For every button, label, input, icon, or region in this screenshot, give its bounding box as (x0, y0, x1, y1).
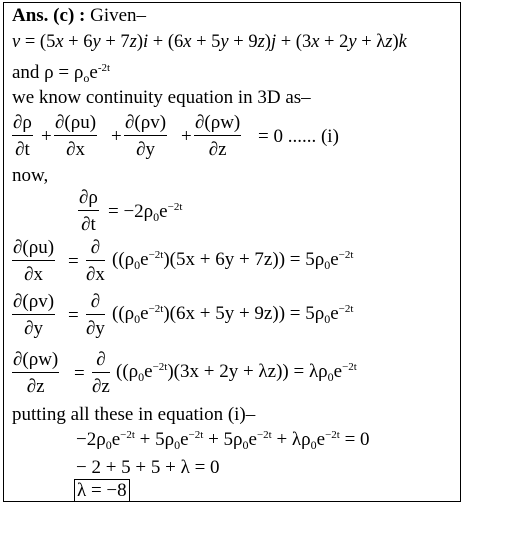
expr-sub: 0 (153, 210, 160, 224)
fraction-numerator: ∂(ρw) (194, 113, 241, 136)
density-equation (12, 62, 111, 85)
velocity-part: ) (136, 32, 144, 52)
expr-part: ((ρ (112, 303, 135, 324)
drhou-dx-expression (112, 249, 354, 272)
fraction-denominator: ∂x (66, 139, 85, 160)
expr-part: + 5ρ (203, 429, 243, 450)
continuity-term-3 (124, 113, 167, 159)
velocity-part: x (55, 32, 64, 52)
drhow-dz-fraction (12, 350, 59, 396)
drhov-dy-fraction (12, 292, 55, 338)
continuity-intro: we know continuity equation in 3D as– (12, 87, 311, 108)
expr-exp: −2t (338, 249, 354, 261)
expr-part: = 0 (339, 429, 370, 450)
velocity-part: + (6 (148, 32, 184, 52)
fraction-denominator: ∂x (24, 264, 43, 285)
plus-sign: + (181, 126, 192, 147)
expr-exp: −2t (167, 201, 183, 213)
fraction-numerator: ∂ (86, 238, 105, 261)
velocity-part: + (3 (276, 32, 312, 52)
result (74, 481, 130, 500)
velocity-equation (12, 33, 407, 52)
expr-exp: −2t (325, 429, 340, 441)
expr-sub: 0 (324, 312, 331, 326)
expr-part: = −2ρ (108, 201, 154, 222)
expr-exp: −2t (338, 303, 354, 315)
fraction-numerator: ∂ρ (78, 188, 99, 211)
velocity-part: y (92, 32, 101, 52)
drhow-dz-expression (116, 361, 357, 384)
expr-part: )(6x + 5y + 9z)) (163, 303, 286, 324)
expr-part: e (333, 361, 343, 382)
expr-sub: 0 (134, 258, 141, 272)
fraction-numerator: ∂ (92, 350, 110, 373)
now-label: now, (12, 165, 49, 186)
simplified-equation: − 2 + 5 + 5 + λ = 0 (76, 457, 220, 478)
expr-part: = 5ρ (285, 249, 325, 270)
expr-part: + 5ρ (134, 429, 175, 450)
velocity-part: z (385, 32, 393, 52)
expr-sub: 0 (105, 438, 112, 452)
expr-sub: 0 (310, 438, 317, 452)
expr-part: e (316, 429, 326, 450)
density-e: e (89, 62, 98, 83)
drho-dt-fraction (78, 188, 99, 234)
fraction-denominator: ∂t (15, 139, 30, 160)
fraction-numerator: ∂(ρv) (124, 113, 167, 136)
velocity-part: ) (264, 32, 271, 52)
equals-sign: = (74, 363, 85, 384)
expr-part: )(5x + 6y + 7z)) (163, 249, 286, 270)
fraction-denominator: ∂x (86, 264, 105, 285)
expr-exp: −2t (152, 361, 168, 373)
velocity-part: + 7 (100, 32, 130, 52)
drhou-dx-fraction (12, 238, 55, 284)
fraction-numerator: ∂(ρu) (12, 238, 55, 261)
answer-label: Ans. (c) : (12, 5, 86, 26)
expr-sub: 0 (174, 438, 181, 452)
velocity-part: = (5 (20, 32, 56, 52)
fraction-denominator: ∂y (24, 318, 43, 339)
expr-part: + λρ (271, 429, 311, 450)
expr-exp: −2t (342, 361, 357, 373)
fraction-denominator: ∂z (208, 139, 227, 160)
expr-part: e (144, 361, 153, 382)
continuity-term-4 (194, 113, 241, 159)
equals-sign: = (68, 305, 79, 326)
plus-sign: + (41, 126, 52, 147)
result-box: λ = −8 (74, 479, 130, 502)
putting-text: putting all these in equation (i)– (12, 404, 256, 425)
expr-exp: −2t (188, 429, 204, 441)
expr-part: e (180, 429, 189, 450)
expr-part: e (330, 303, 339, 324)
fraction-numerator: ∂(ρw) (12, 350, 59, 373)
drhov-dy-expression (112, 303, 354, 326)
expr-exp: −2t (148, 249, 164, 261)
expr-part: e (330, 249, 339, 270)
d-dz-operator (92, 350, 110, 396)
d-dy-operator (86, 292, 105, 338)
drho-dt-rhs (108, 201, 183, 224)
fraction-denominator: ∂y (86, 318, 105, 339)
velocity-part: ) (392, 32, 399, 52)
expr-sub: 0 (138, 370, 145, 384)
fraction-numerator: ∂(ρu) (54, 113, 97, 136)
density-text: and ρ = ρ (12, 62, 84, 83)
fraction-denominator: ∂t (81, 214, 96, 235)
expr-part: e (140, 249, 149, 270)
d-dx-operator (86, 238, 105, 284)
velocity-part: + 2 (319, 32, 349, 52)
velocity-part: + λ (356, 32, 386, 52)
sum-equation (76, 429, 370, 452)
velocity-part: + 5 (191, 32, 221, 52)
expr-sub: 0 (327, 370, 334, 384)
expr-sub: 0 (134, 312, 141, 326)
fraction-numerator: ∂ (86, 292, 105, 315)
plus-sign: + (111, 126, 122, 147)
equals-sign: = (68, 251, 79, 272)
velocity-part: + 6 (63, 32, 93, 52)
velocity-part: j (270, 32, 277, 52)
continuity-term-2 (54, 113, 97, 159)
density-sub: o (83, 71, 90, 85)
expr-part: ((ρ (112, 249, 135, 270)
continuity-rhs: = 0 ...... (i) (258, 126, 339, 147)
velocity-part: i (143, 32, 149, 52)
expr-part: = 5ρ (285, 303, 325, 324)
velocity-part: y (220, 32, 229, 52)
expr-part: −2ρ (76, 429, 106, 450)
fraction-denominator: ∂z (26, 376, 45, 397)
velocity-part: + 9 (228, 32, 258, 52)
fraction-numerator: ∂ρ (12, 113, 33, 136)
continuity-term-1 (12, 113, 33, 159)
expr-part: = λρ (288, 361, 328, 382)
fraction-denominator: ∂y (136, 139, 155, 160)
expr-part: ((ρ (116, 361, 139, 382)
expr-part: )(3x + 2y + λz)) (167, 361, 289, 382)
fraction-denominator: ∂z (92, 376, 110, 397)
velocity-part: z (257, 32, 265, 52)
given-label: Given– (90, 5, 147, 26)
fraction-numerator: ∂(ρv) (12, 292, 55, 315)
expr-part: e (248, 429, 257, 450)
density-exp: -2t (97, 62, 111, 74)
expr-part: e (111, 429, 121, 450)
velocity-part: x (311, 32, 320, 52)
velocity-part: k (398, 32, 407, 52)
velocity-symbol: v (12, 32, 21, 52)
expr-exp: −2t (256, 429, 272, 441)
expr-part: e (140, 303, 149, 324)
expr-exp: −2t (120, 429, 135, 441)
velocity-part: z (129, 32, 137, 52)
velocity-part: x (183, 32, 192, 52)
answer-header (12, 6, 146, 25)
expr-sub: 0 (324, 258, 331, 272)
velocity-part: y (348, 32, 357, 52)
expr-exp: −2t (148, 303, 164, 315)
expr-sub: 0 (242, 438, 249, 452)
expr-part: e (159, 201, 168, 222)
